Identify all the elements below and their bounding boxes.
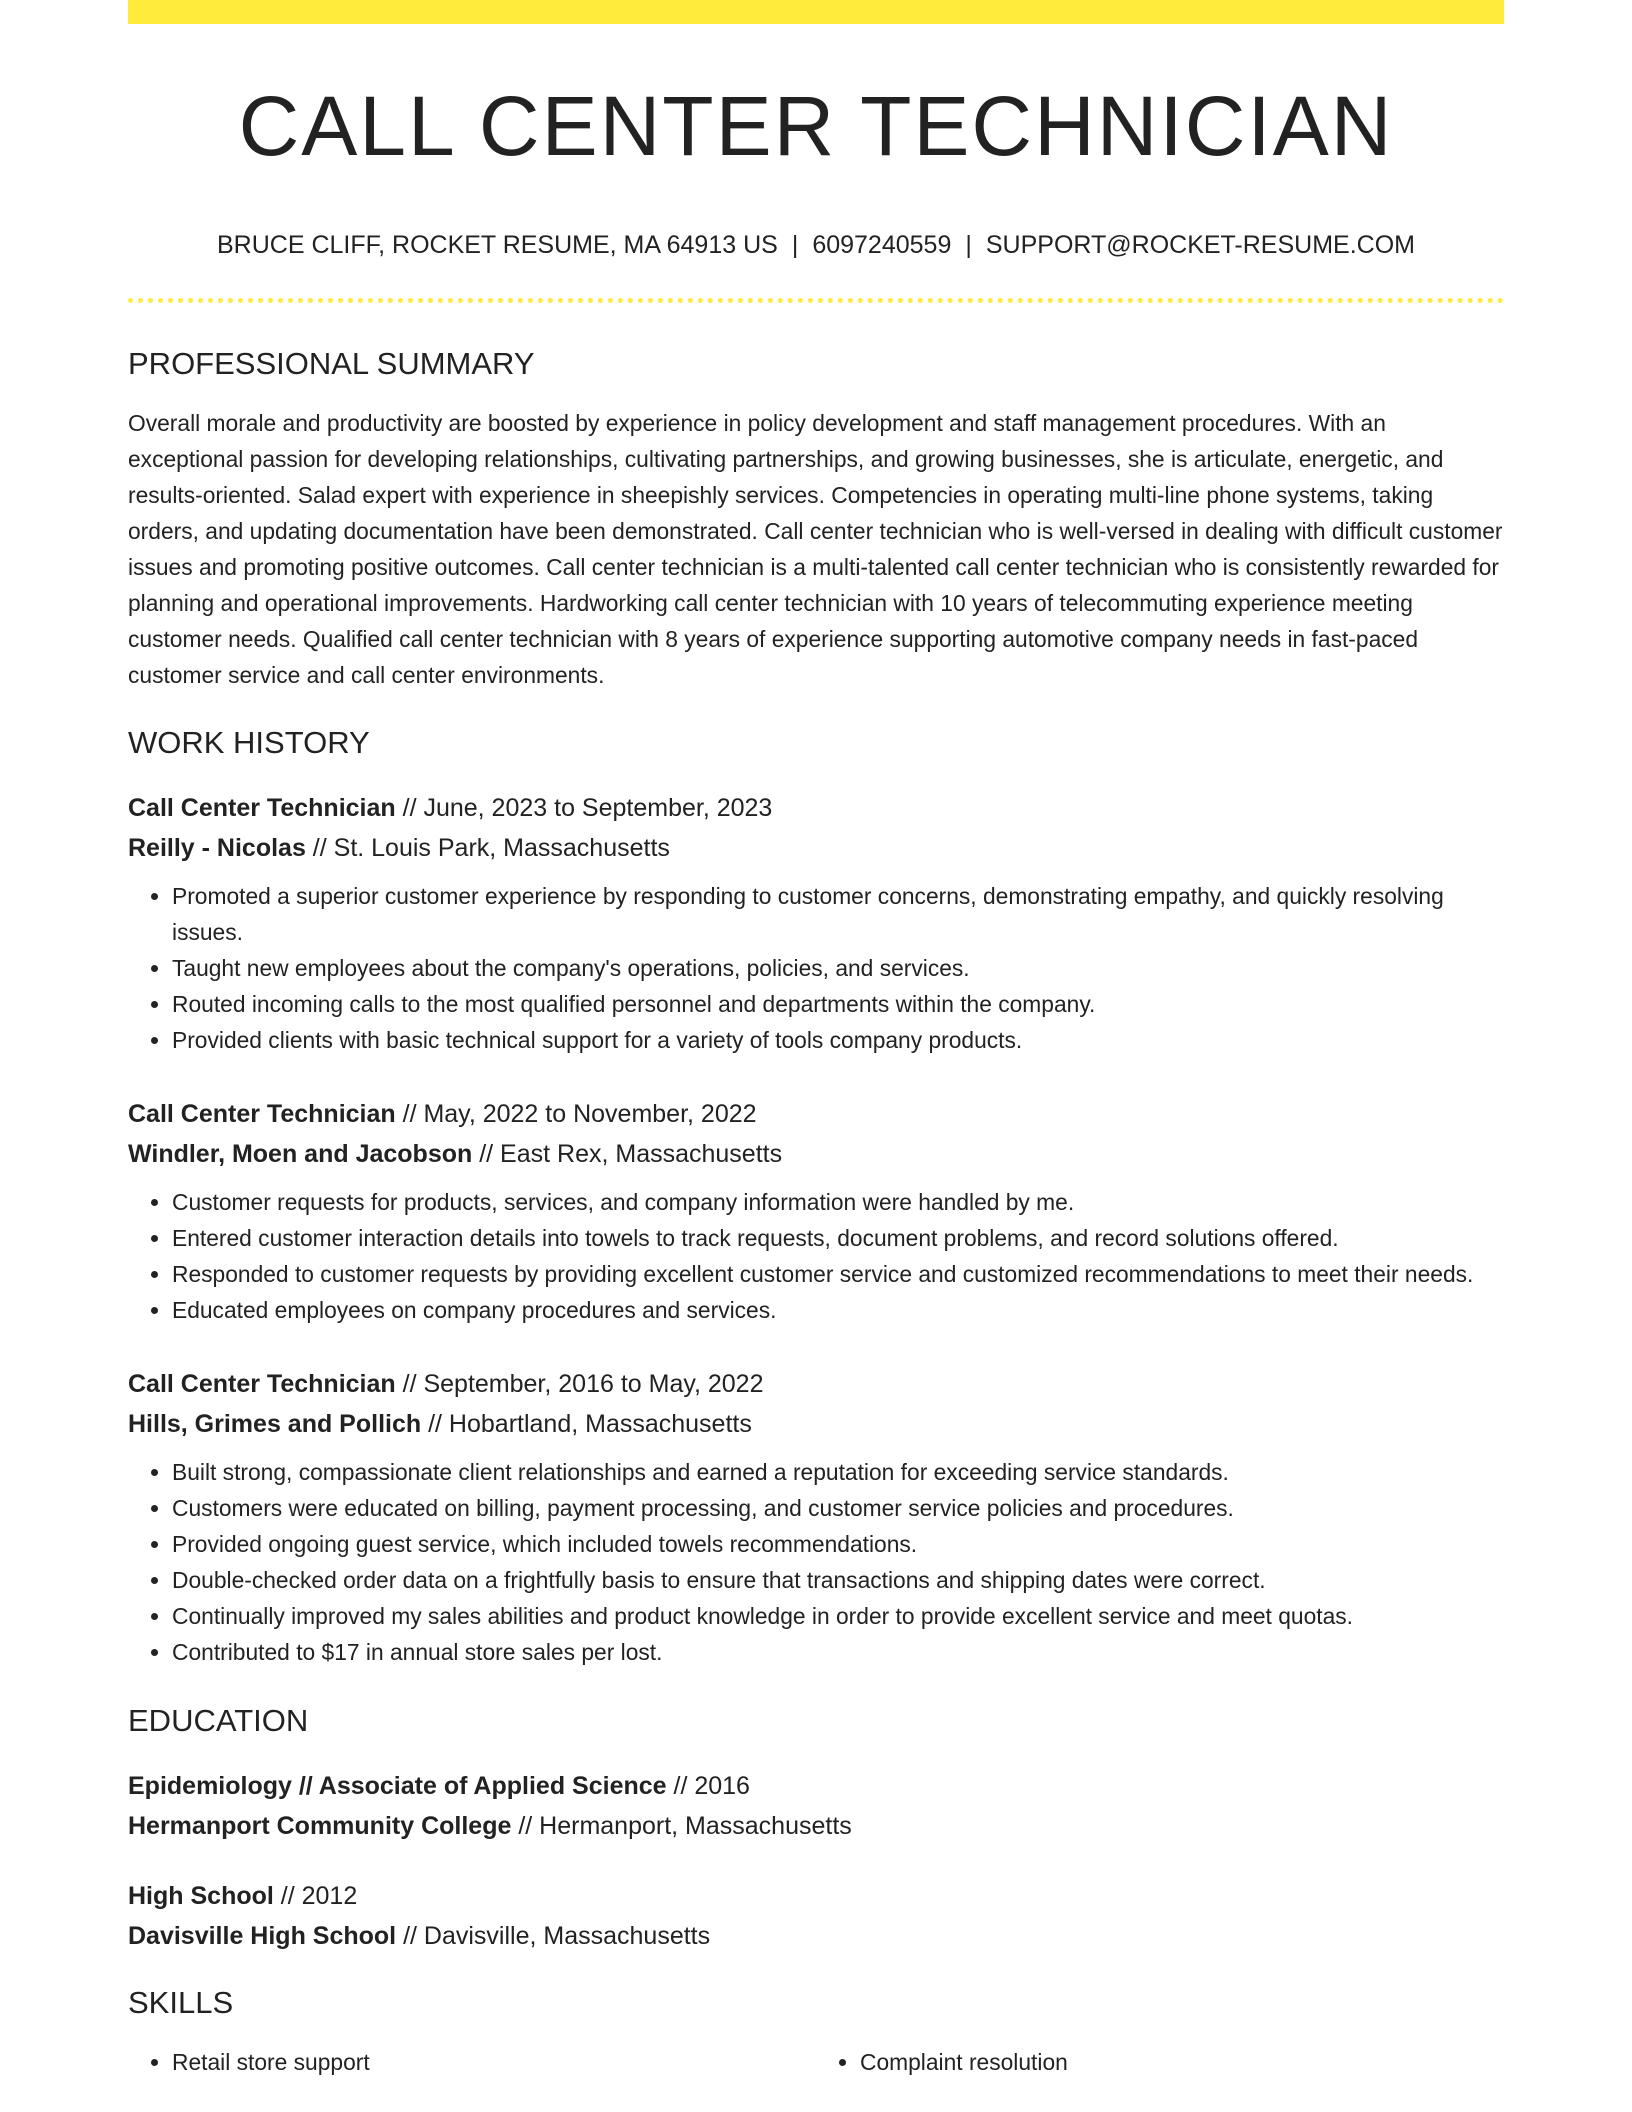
- accent-top-bar: [128, 0, 1504, 24]
- education-year: // 2016: [666, 1772, 750, 1801]
- education-degree: Epidemiology // Associate of Applied Science: [128, 1772, 667, 1801]
- job-bullet: • Double-checked order data on a frightfully basis to ensure that transactions and shipping dates were correct.: [172, 1562, 1504, 1598]
- job-location: // St. Louis Park, Massachusetts: [305, 834, 670, 863]
- job-company-line: [128, 828, 1504, 868]
- job-bullet: • Taught new employees about the company's operations, policies, and services.: [172, 950, 1504, 986]
- job-bullets: [128, 878, 1504, 1058]
- job-role: Call Center Technician: [128, 1370, 396, 1399]
- job-bullets: [128, 1454, 1504, 1670]
- job-company: Windler, Moen and Jacobson: [128, 1140, 473, 1169]
- job-bullet: • Educated employees on company procedures and services.: [172, 1292, 1504, 1328]
- contact-separator: |: [965, 231, 972, 259]
- education-entry: [128, 1876, 1504, 1956]
- skills-left-column: [128, 2044, 816, 2080]
- education-degree-line: [128, 1876, 1504, 1916]
- resume-page: [128, 0, 1504, 2080]
- summary-heading: PROFESSIONAL SUMMARY: [128, 346, 535, 381]
- job-company-line: [128, 1134, 1504, 1174]
- education-degree-line: [128, 1766, 1504, 1806]
- education-degree: High School: [128, 1882, 274, 1911]
- job-title-line: [128, 1094, 1504, 1134]
- job-bullet: • Promoted a superior customer experience by responding to customer concerns, demonstrating empathy, and quickly resolving issues.: [172, 878, 1504, 950]
- education-school: Hermanport Community College: [128, 1812, 512, 1841]
- dotted-divider: [128, 298, 1504, 303]
- job-bullet: • Built strong, compassionate client relationships and earned a reputation for exceeding service standards.: [172, 1454, 1504, 1490]
- job-bullet: • Provided ongoing guest service, which included towels recommendations.: [172, 1526, 1504, 1562]
- education-school-line: [128, 1806, 1504, 1846]
- skills-heading: SKILLS: [128, 1985, 234, 2021]
- job-dates: // September, 2016 to May, 2022: [395, 1370, 764, 1399]
- job-company: Hills, Grimes and Pollich: [128, 1410, 422, 1439]
- work-history-heading: WORK HISTORY: [128, 725, 370, 761]
- job-dates: // May, 2022 to November, 2022: [395, 1100, 757, 1129]
- job-bullet: • Responded to customer requests by providing excellent customer service and customized recommendations to meet their needs.: [172, 1256, 1504, 1292]
- job-location: // East Rex, Massachusetts: [472, 1140, 783, 1169]
- job-bullet: • Customers were educated on billing, payment processing, and customer service policies and procedures.: [172, 1490, 1504, 1526]
- job-entry: [128, 1094, 1504, 1328]
- job-role: Call Center Technician: [128, 1100, 396, 1129]
- job-bullet: • Customer requests for products, services, and company information were handled by me.: [172, 1184, 1504, 1220]
- summary-text: Overall morale and productivity are boosted by experience in policy development and staff management procedures. With an exceptional passion for developing relationships, cultivating partnerships, and growing businesses, she is articulate, energetic, and results-oriented. Salad expert with experience in sheepishly services. Competencies in operating multi-line phone systems, taking orders, and updating documentation have been demonstrated. Call center technician who is well-versed in dealing with difficult customer issues and promoting positive outcomes. Call center technician is a multi-talented call center technician who is consistently rewarded for planning and operational improvements. Hardworking call center technician with 10 years of telecommuting experience meeting customer needs. Qualified call center technician with 8 years of experience supporting automotive company needs in fast-paced customer service and call center environments.: [128, 410, 1503, 689]
- job-dates: // June, 2023 to September, 2023: [395, 794, 773, 823]
- education-heading: EDUCATION: [128, 1703, 309, 1739]
- job-location: // Hobartland, Massachusetts: [421, 1410, 752, 1439]
- education-location: // Hermanport, Massachusetts: [511, 1812, 852, 1841]
- job-title-line: [128, 1364, 1504, 1404]
- education-school: Davisville High School: [128, 1922, 397, 1951]
- job-company-line: [128, 1404, 1504, 1444]
- job-bullet: • Contributed to $17 in annual store sales per lost.: [172, 1634, 1504, 1670]
- contact-separator: |: [791, 231, 799, 259]
- skills-columns: [128, 2044, 1504, 2080]
- skill-item: • Retail store support: [172, 2044, 816, 2080]
- job-company: Reilly - Nicolas: [128, 834, 306, 863]
- job-bullet: • Provided clients with basic technical support for a variety of tools company products.: [172, 1022, 1504, 1058]
- job-entry: [128, 1364, 1504, 1670]
- education-location: // Davisville, Massachusetts: [396, 1922, 711, 1951]
- resume-title: CALL CENTER TECHNICIAN: [238, 79, 1394, 173]
- job-bullet: • Entered customer interaction details into towels to track requests, document problems, and record solutions offered.: [172, 1220, 1504, 1256]
- contact-line: [128, 230, 1504, 260]
- job-bullets: [128, 1184, 1504, 1328]
- job-entry: [128, 788, 1504, 1058]
- job-role: Call Center Technician: [128, 794, 396, 823]
- job-bullet: • Routed incoming calls to the most qualified personnel and departments within the company.: [172, 986, 1504, 1022]
- skill-item: • Complaint resolution: [860, 2044, 1504, 2080]
- education-year: // 2012: [273, 1882, 358, 1911]
- contact-address: BRUCE CLIFF, ROCKET RESUME, MA 64913 US: [217, 231, 778, 259]
- job-bullet: • Continually improved my sales abilities and product knowledge in order to provide excellent service and meet quotas.: [172, 1598, 1504, 1634]
- education-school-line: [128, 1916, 1504, 1956]
- education-entry: [128, 1766, 1504, 1846]
- job-title-line: [128, 788, 1504, 828]
- contact-phone: 6097240559: [812, 231, 952, 259]
- skills-right-column: [816, 2044, 1504, 2080]
- contact-email: SUPPORT@ROCKET-RESUME.COM: [985, 231, 1415, 259]
